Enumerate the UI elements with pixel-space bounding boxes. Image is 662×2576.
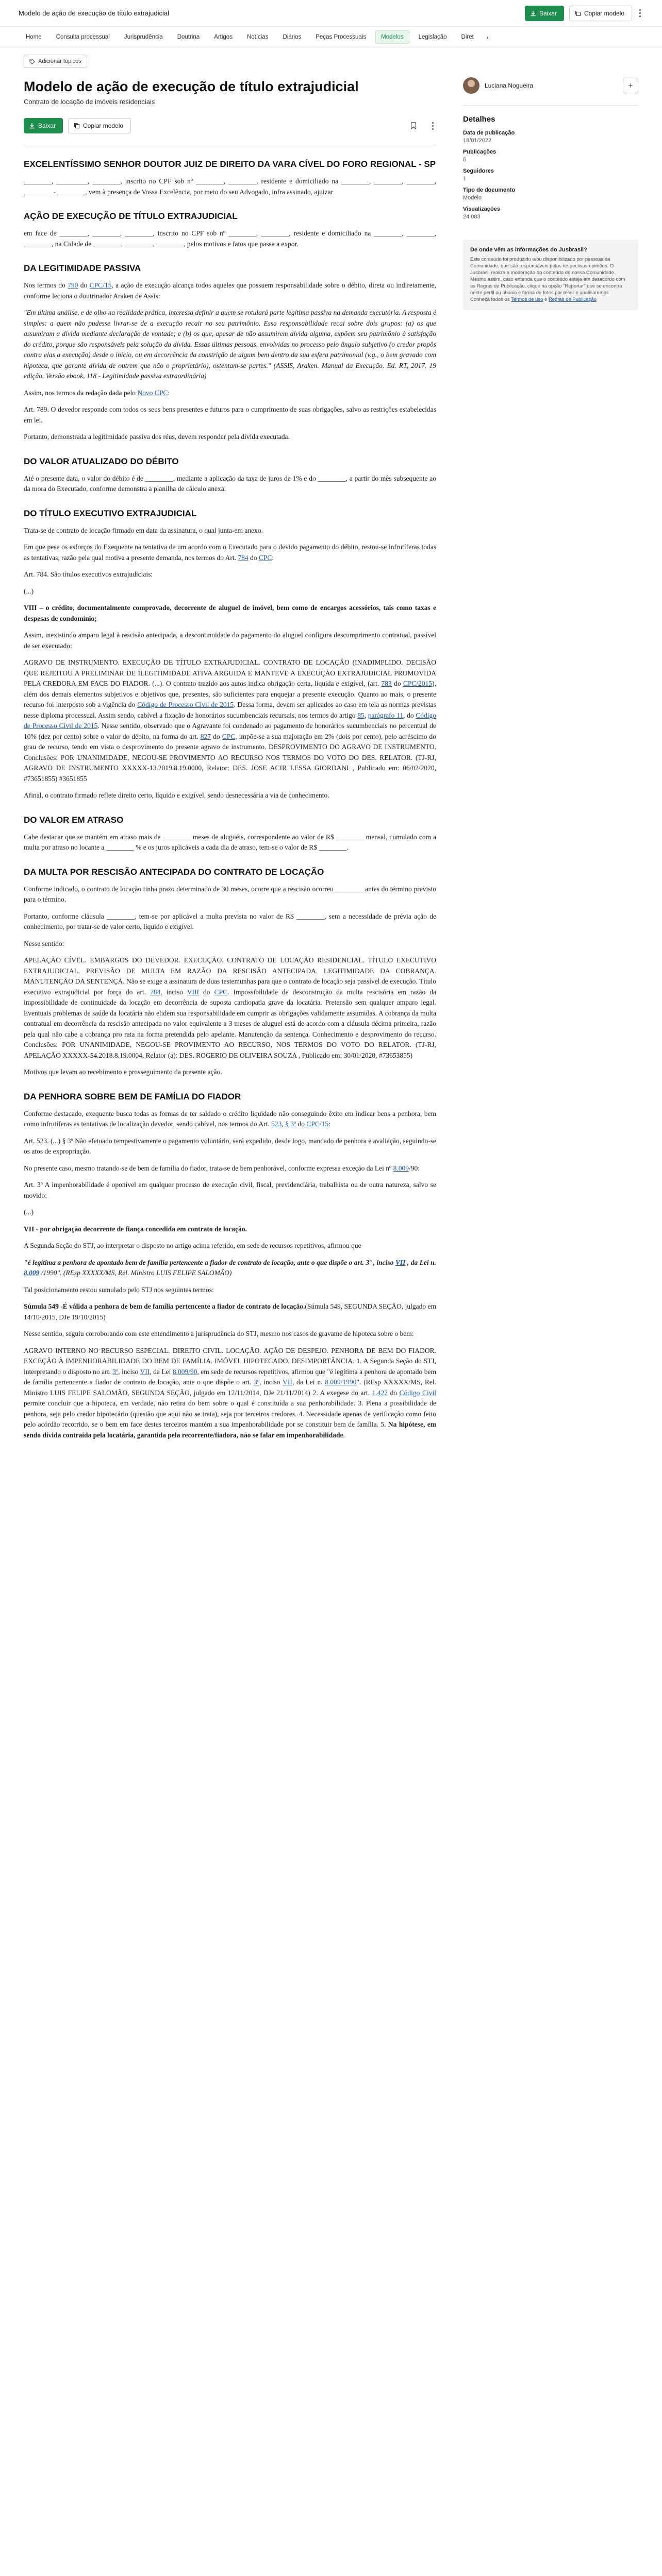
paragraph: Tal posicionamento restou sumulado pelo STJ nos seguintes termos: [24, 1285, 214, 1294]
terms-link[interactable]: Termos de uso [511, 297, 543, 302]
paragraph: Trata-se de contrato de locação firmado em data da assinatura, o qual junta-em anexo. [24, 526, 263, 534]
law-link[interactable]: Código de Processo Civil de 2015 [137, 701, 234, 708]
paragraph: Conforme destacado, exequente busca todas as formas de ter saldado o crédito liquidado não conseguindo êxito em indicar bens a penhora, bem como infrutíferas as tentativas de localização devedor, sendo cabível, nos termos do Art. 523, § 3º do CPC/15: [24, 1109, 436, 1128]
law-link[interactable]: 523 [271, 1120, 282, 1128]
law-link[interactable]: VII [395, 1258, 406, 1266]
topbar-title: Modelo de ação de execução de título extrajudicial [19, 9, 169, 17]
download-icon [29, 123, 35, 129]
law-link[interactable]: CPC [258, 553, 272, 562]
sumula-paragraph: Súmula 549 -É válida a penhora de bem de família pertencente a fiador de contrato de locação.(Súmula 549, SEGUNDA SEÇÃO, julgado em 14/10/2015, DJe 19/10/2015) [24, 1302, 436, 1321]
law-link[interactable]: 8.009/90 [172, 1367, 197, 1376]
law-link[interactable]: 3º [112, 1367, 119, 1376]
info-text: Este conteúdo foi produzido e/ou disponibilizado por pessoas da Comunidade, que são responsáveis pelas respectivas opiniões. O Jusbrasil realiza a moderação do conteúdo de nossa Comunidade. Mesmo assim, caso entenda que o conteúdo esteja em desacordo com as Regras de Publicação, clique na opção "Reportar" que se encontra neste perfil ou abaixo e forma de fotos por tecer e analisaremos. Conheça todos os Termos de uso e Regras de Publicação [470, 257, 625, 302]
article-download-label: Baixar [38, 122, 56, 129]
detail-label: Visualizações [463, 206, 500, 212]
law-link[interactable]: 85 [357, 711, 365, 719]
paragraph: Portanto, demonstrada a legitimidade passiva dos réus, devem responder pela dívida executada. [24, 433, 290, 440]
paragraph: VIII – o crédito, documentalmente comprovado, decorrente de aluguel de imóvel, bem como de encargos acessórios, tais como taxas e despesas de condomínio; [24, 604, 436, 622]
section-title-valor-atraso: DO VALOR EM ATRASO [24, 815, 124, 825]
paragraph: (...) [24, 587, 34, 595]
intro-paragraph: ________, _________, ________, inscrito no CPF sob nº ________, ________, residente e domiciliado na ________, ________, ________, ________ - ________, vem à presença de Vossa Excelência, por meio do seu Advogado, infra assinado, ajuizar [24, 177, 436, 196]
article-copy-model-button[interactable] [68, 118, 131, 133]
follow-button[interactable] [623, 78, 638, 93]
law-link[interactable]: Código Civil [399, 1388, 436, 1397]
divider [463, 105, 638, 106]
info-box [463, 240, 638, 310]
law-link[interactable]: 8.009 [393, 1164, 409, 1172]
article-more-options-icon[interactable] [429, 118, 436, 133]
article-main [24, 52, 436, 2576]
detail-value: 1 [463, 176, 467, 182]
law-link[interactable]: CPC [214, 988, 228, 996]
details-title: Detalhes [463, 115, 495, 124]
jurisprudence-quote: AGRAVO INTERNO NO RECURSO ESPECIAL. DIREITO CIVIL. LOCAÇÃO. AÇÃO DE DESPEJO. PENHORA DE BEM DO FIADOR. EXCEÇÃO À IMPENHORABILIDADE DO BEM DE FAMÍLIA. IMÓVEL HIPOTECADO. DESIMPORTÂNCIA. 1. A Segunda Seção do STJ, interpretando o disposto no art. 3º, inciso VII, da Lei 8.009/90, em sede de recursos repetitivos, afirmou que "é legítima a penhora de apontado bem de família pertencente a fiador de contrato de locação, ante o que dispõe o art. 3º, inciso VII, da Lei n. 8.009/1990". (REsp XXXXX/MS, Rel. Ministro LUIS FELIPE SALOMÃO, SEGUNDA SEÇÃO, julgado em 12/11/2014, DJe 21/11/2014) 2. A exegese do art. 1.422 do Código Civil permite concluir que a hipoteca, em verdade, não retira do bem sobre o qual é constituída a sua penhorabilidade. 3. Plena a possibilidade de penhora, seja pelo credor hipotecário (questão que aqui não se trata), seja por terceiros credores. 4. Necessidade apenas de verificação como feito pelo acórdão recorrido, se o bem em face destes terceiros mantém a sua impenhorabilidade por se constituir bem de família. 5. Na hipótese, em sendo dívida contraída pela locatária, garantida pela recorrente/fiadora, não se falar em impenhorabilidade. [24, 1346, 436, 1439]
paragraph: Conforme indicado, o contrato de locação tinha prazo determinado de 30 meses, ocorre que a rescisão ocorreu ________ antes do término previsto para o término. [24, 885, 436, 903]
avatar[interactable] [463, 77, 479, 94]
download-label: Baixar [539, 9, 557, 17]
page-title: Modelo de ação de execução de título extrajudicial [24, 79, 359, 94]
paragraph: Assim, inexistindo amparo legal à rescisão antecipada, a descontinuidade do pagamento do aluguel configura descumprimento contratual, passível de ser executado: [24, 631, 436, 650]
paragraph: Portanto, conforme cláusula ________, tem-se por aplicável a multa prevista no valor de R$ ________, sem a necessidade de prévia ação de conhecimento, por tratar-se de valor certo, líquido e exigível. [24, 912, 436, 930]
nav-item-consulta-processual[interactable]: Consulta processual [56, 33, 110, 40]
law-link[interactable]: 8.009/1990 [325, 1378, 357, 1386]
page-subtitle: Contrato de locação de imóveis residenciais [24, 98, 155, 106]
law-link[interactable]: parágrafo 11 [368, 711, 404, 719]
detail-value: 6 [463, 157, 467, 163]
author-name[interactable]: Luciana Nogueira [485, 82, 534, 89]
nav-item-legislacao[interactable]: Legislação [418, 33, 447, 40]
paragraph: Art. 789. O devedor responde com todos os seus bens presentes e futuros para o cumprimento de suas obrigações, salvo as restrições estabelecidas em lei. [24, 405, 436, 424]
nav-more-chevron-icon[interactable]: › [486, 32, 489, 41]
bookmark-icon[interactable] [410, 122, 417, 129]
section-title-legitimidade: DA LEGITIMIDADE PASSIVA [24, 263, 141, 273]
main-nav [0, 27, 662, 47]
more-options-icon[interactable] [636, 6, 643, 21]
paragraph: Art. 523. (...) § 3º Não efetuado tempestivamente o pagamento voluntário, será expedido, desde logo, mandado de penhora e avaliação, seguindo-se os atos de expropriação. [24, 1137, 436, 1155]
follow-user-icon: + [627, 82, 634, 89]
nav-item-diarios[interactable]: Diários [283, 33, 302, 40]
action-title: AÇÃO DE EXECUÇÃO DE TÍTULO EXTRAJUDICIAL [24, 211, 238, 221]
detail-label: Tipo de documento [463, 187, 516, 193]
law-link[interactable]: CPC/15 [89, 281, 112, 289]
law-link[interactable]: 784 [150, 988, 161, 996]
paragraph: Nesse sentido, seguiu corroborando com este entendimento a jurisprudência do STJ, mesmo nos casos de gravame de hipoteca sobre o bem: [24, 1330, 414, 1337]
section-title-valor-atualizado: DO VALOR ATUALIZADO DO DÉBITO [24, 456, 179, 466]
document-body [24, 159, 436, 1440]
nav-item-jurisprudencia[interactable]: Jurisprudência [124, 33, 163, 40]
add-topics-label: Adicionar tópicos [38, 58, 81, 64]
copy-model-button[interactable] [569, 6, 632, 21]
section-title-penhora: DA PENHORA SOBRE BEM DE FAMÍLIA DO FIADOR [24, 1091, 241, 1101]
law-link[interactable]: VIII [187, 988, 199, 996]
top-bar [0, 0, 662, 27]
nav-item-doutrina[interactable]: Doutrina [177, 33, 200, 40]
law-link[interactable]: VII [283, 1378, 292, 1386]
address-title: EXCELENTÍSSIMO SENHOR DOUTOR JUIZ DE DIREITO DA VARA CÍVEL DO FORO REGIONAL - SP [24, 159, 436, 169]
nav-item-diretorio[interactable]: Diret [461, 33, 474, 40]
copy-icon [575, 10, 581, 16]
detail-label: Publicações [463, 149, 496, 155]
law-link[interactable]: Código de Processo Civil de 2015 [24, 711, 436, 730]
law-link[interactable]: § 3º [285, 1120, 296, 1128]
law-link[interactable]: VII [140, 1367, 150, 1376]
article-copy-model-label: Copiar modelo [83, 122, 124, 129]
law-link[interactable]: 8.009 [24, 1269, 40, 1277]
action-paragraph: em face de ________, ________, ________, inscrito no CPF sob nº ________, ________, residente e domiciliado na ________, ________, ________, na Cidade de ________, ________, ________, pelos motivos e fatos que passa a expor. [24, 229, 436, 248]
detail-value: Modelo [463, 195, 482, 201]
paragraph: Assim, nos termos da redação dada pelo Novo CPC: [24, 388, 170, 397]
stj-quote: "é legítima a penhora de apontado bem de família pertencente a fiador de contrato de locação, ante o que dispõe o art. 3º , inciso VII , da Lei n. 8.009 /1990". (REsp XXXXX/MS, Rel. Ministro LUIS FELIPE SALOMÃO) [24, 1258, 436, 1277]
law-link[interactable]: 3º [254, 1378, 260, 1386]
paragraph: Afinal, o contrato firmado reflete direito certo, líquido e exigível, sendo desnecessária a via de conhecimento. [24, 791, 329, 799]
section-title-multa-rescisao: DA MULTA POR RESCISÃO ANTECIPADA DO CONTRATO DE LOCAÇÃO [24, 867, 324, 877]
jurisprudence-quote: APELAÇÃO CÍVEL. EMBARGOS DO DEVEDOR. EXECUÇÃO. CONTRATO DE LOCAÇÃO RESIDENCIAL. TÍTULO EXECUTIVO EXTRAJUDICIAL. PREVISÃO DE MULTA EM RAZÃO DA RESCISÃO ANTECIPADA. LEGITIMIDADE DA COBRANÇA. MANUTENÇÃO DA SENTENÇA. Não se exige a assinatura de duas testemunhas para que o contrato de locação seja passível de execução. Título executivo extrajudicial por força do art. 784, inciso VIII do CPC. Impossibilidade de desconstrução da multa rescisória em razão da impossibilidade de continuidade da locação em decorrência de suposta cardiopatia grave da locatária. Pretensão sem qualquer amparo legal. Eventuais problemas de saúde da locatária não elidem sua responsabilidade em cumprir as obrigações validamente assumidas. A cobrança da multa contratual em decorrência da rescisão antecipada no valor equivalente a 3 meses de aluguel está de acordo com a cláusula décima primeira, razão pela qual não cabe a cobrança pro rata na forma pretendida pelo apelante. Manutenção da sentença. Conhecimento e desprovimento do recurso. Conclusões: POR UNANIMIDADE, NEGOU-SE PROVIMENTO AO RECURSO, NOS TERMOS DO VOTO DO RELATOR. (TJ-RJ, APELAÇÃO XXXXX-54.2018.8.19.0004, Relator (a): DES. ROGERIO DE OLIVEIRA SOUZA , Publicado em: 30/01/2020, #73653855) [24, 956, 436, 1059]
paragraph: Em que pese os esforços do Exequente na tentativa de um acordo com o Executado para o devido pagamento do débito, restou-se infrutíferas todas as tentativas, razão pela qual motiva a presente demanda, nos termos do Art. 784 do CPC: [24, 543, 436, 562]
paragraph: A Segunda Seção do STJ, ao interpretar o disposto no artigo acima referido, em sede de recursos repetitivos, afirmou que [24, 1242, 361, 1249]
paragraph: Nesse sentido: [24, 939, 64, 947]
paragraph: Art. 784. São títulos executivos extrajudiciais: [24, 570, 153, 578]
detail-value: 24.083 [463, 214, 481, 220]
download-button[interactable] [525, 6, 564, 21]
law-link[interactable]: CPC [222, 732, 236, 740]
add-topics-button[interactable] [24, 55, 87, 68]
nav-item-artigos[interactable]: Artigos [214, 33, 233, 40]
paragraph: Cabe destacar que se mantém em atraso mais de ________ meses de aluguéis, correspondente ao valor de R$ ________ mensal, cumulado com a multa por atraso no locante a ________ % e os juros aplicáveis a cada dia de atraso, tem-se o valor de R$ ________. [24, 833, 436, 851]
paragraph: Até o presente data, o valor do débito é de ________, mediante a aplicação da taxa de juros de 1% e do ________, a partir do mês subsequente ao da mora do Executado, conforme demonstra a planilha de cálculo anexa. [24, 474, 436, 493]
paragraph: Motivos que levam ao recebimento e prosseguimento da presente ação. [24, 1068, 222, 1076]
article-actions [24, 118, 436, 133]
detail-value: 18/01/2022 [463, 138, 492, 144]
paragraph: Art. 3º A impenhorabilidade é oponível em qualquer processo de execução civil, fiscal, previdenciária, trabalhista ou de outra natureza, salvo se movido: [24, 1181, 436, 1199]
author-card [463, 77, 638, 94]
tag-icon [29, 59, 35, 64]
law-link[interactable]: Novo CPC [137, 388, 168, 397]
info-title: De onde vêm as informações do Jusbrasil? [470, 247, 587, 253]
nav-item-modelos[interactable]: Modelos [375, 30, 409, 44]
law-link[interactable]: 783 [381, 680, 392, 687]
copy-model-label: Copiar modelo [584, 9, 624, 17]
sidebar [463, 77, 638, 310]
jurisprudence-quote: AGRAVO DE INSTRUMENTO. EXECUÇÃO DE TÍTULO EXTRAJUDICIAL. CONTRATO DE LOCAÇÃO (INADIMPLIDO. DECISÃO QUE REJEITOU A PRELIMINAR DE ILEGITIMIDADE ATIVA ARGUIDA E MANTEVE A EXECUÇÃO EXTRAJUDICIAL PROMOVIDA PELA CREDORA EM FACE DO FIADOR. (...). O contrato trazido aos autos indica obrigação certa, líquida e exigível, (art. 783 do CPC/2015), além dos demais elementos subjetivos e objetivos que, presentes, são suficientes para enquejar a presente execução. Quanto ao mais, o presente recurso foi interposto sob a vigência do Código de Processo Civil de 2015. Dessa forma, devem ser aplicados ao caso em tela as normas previstas nesse diploma processual. Assim sendo, cabível a fixação de honorários sucumbenciais recursais, nos termos do artigo 85, parágrafo 11, do Código de Processo Civil de 2015. Nesse sentido, observado que o Agravante foi condenado ao pagamento de honorários sucumbenciais no percentual de 10% (dez por cento) sobre o valor do débito, na forma do art. 827 do CPC, impõe-se a sua majoração em 2% (dois por cento), pelo acréscimo do grau de recurso, tendo em vista o desprovimento do presente agravo de instrumento. DESPROVIMENTO DO AGRAVO DE INSTRUMENTO. Conclusões: POR UNANIMIDADE, NEGOU-SE PROVIMENTO AO RECURSO NOS TERMOS DO VOTO DO DES. RELATOR. (TJ-RJ, AGRAVO DE INSTRUMENTO XXXXX-13.2019.8.19.0000, Relator: DES. JOSE ACIR LESSA GIORDANI , Publicado em: 06/02/2020, #73651855) #3651855 [24, 658, 436, 783]
paragraph: No presente caso, mesmo tratando-se de bem de família do fiador, trata-se de bem penhorável, conforme expressa exceção da Lei nº 8.009/90: [24, 1164, 420, 1172]
law-link[interactable]: CPC/15 [306, 1120, 329, 1128]
law-link[interactable]: 784 [238, 553, 249, 562]
law-link[interactable]: 1.422 [372, 1388, 388, 1397]
nav-item-pecas-processuais[interactable]: Peças Processuais [316, 33, 367, 40]
doctrine-quote: "Em última análise, e de olho na realidade prática, interessa definir a quem se rotulará parte legítima passiva na demanda executória. A resposta é simples: a quem não pudesse livrar-se de a execução recair no seu patrimônio. Essa responsabilidade recai sobre dois grupos: (a) os que assumiram a dívida mediante declaração de vontade; e (b) os que, apesar de não assumirem dívida alguma, expõem seu patrimônio à satisfação do crédito, porque são responsáveis pela solução da dívida. Essas últimas pessoas, envolvidas no processo pelo ângulo subjetivo (o credor propôs contra elas a execução) desde o início, ou em decorrência da constrição de algum bem dentro da sua esfera patrimonial (v.g., o bem gravado com hipoteca, que garante dívida de outrem que não o proprietário), ostentam-se partes." (ASSIS, Araken. Manual da Execução. Ed. RT, 2017. 19 edição. Versão ebook, 118 - Legitimidade passiva extraordinária) [24, 309, 436, 380]
article-download-button[interactable] [24, 118, 63, 133]
copy-icon [74, 123, 80, 129]
section-title-titulo-executivo: DO TÍTULO EXECUTIVO EXTRAJUDICIAL [24, 508, 197, 518]
paragraph: (...) [24, 1208, 34, 1216]
paragraph: VII - por obrigação decorrente de fiança concedida em contrato de locação. [24, 1225, 247, 1233]
publication-rules-link[interactable]: Regras de Publicação [548, 297, 597, 302]
paragraph: Nos termos do 790 do CPC/15, a ação de execução alcança todos aqueles que possuem responsabilidade sobre o débito, direta ou indiretamente, conforme leciona o doutrinador Araken de Assis: [24, 281, 436, 300]
nav-item-home[interactable]: Home [26, 33, 42, 40]
nav-item-noticias[interactable]: Notícias [246, 33, 269, 40]
law-link[interactable]: 790 [68, 281, 78, 289]
law-link[interactable]: 827 [200, 732, 211, 740]
detail-label: Seguidores [463, 168, 494, 174]
detail-label: Data de publicação [463, 130, 515, 136]
law-link[interactable]: CPC/2015 [403, 680, 433, 687]
download-icon [530, 10, 536, 16]
